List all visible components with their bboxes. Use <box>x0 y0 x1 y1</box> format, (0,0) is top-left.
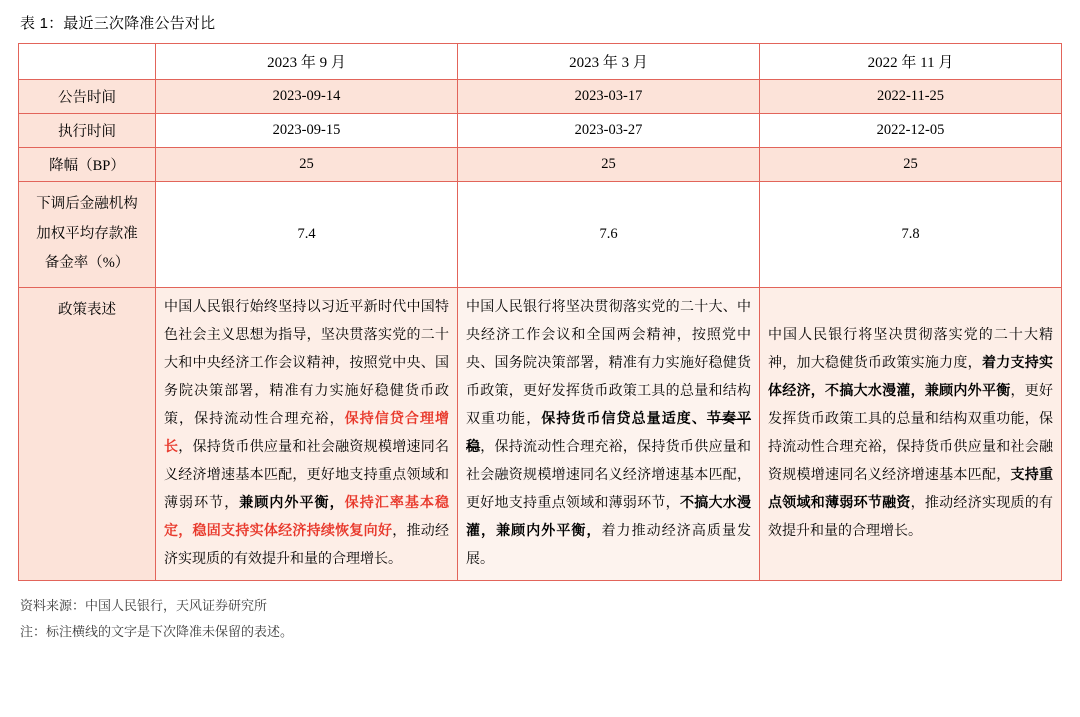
policy-text-segment: 中国人民银行始终坚持以习近平新时代中国特色社会主义思想为指导，坚决贯落实党的二十大和中央经济工作会议精神，按照党中央、国务院决策部署，精准有力实施好稳健货币政策，保持流动性合理充裕， <box>164 300 449 428</box>
cell-value: 2023-03-17 <box>458 80 760 114</box>
cell-value: 7.6 <box>458 182 760 288</box>
policy-text-segment: 着力推动经济高质量发展。 <box>466 524 751 568</box>
table-body <box>19 80 1062 581</box>
header-row <box>19 44 1062 80</box>
policy-text-segment: ，推动经济实现质的有效提升和量的合理增长。 <box>164 524 450 568</box>
source-line: 资料来源：中国人民银行，天风证券研究所 <box>20 598 268 614</box>
policy-text-segment: 兼顾内外平衡， <box>239 496 345 512</box>
cell-value: 2023-09-15 <box>156 114 458 148</box>
policy-text-segment: 节奏平稳 <box>466 412 752 456</box>
policy-text-segment: 保持汇率基本稳定，稳固支持实体经济持续恢复向好 <box>164 496 450 540</box>
header-corner <box>19 44 156 80</box>
cell-value: 7.4 <box>156 182 458 288</box>
cell-value: 2022-12-05 <box>760 114 1062 148</box>
policy-text-segment: 支持重点领域和薄弱环节融资 <box>768 468 1054 512</box>
policy-text-segment: 保持货币信贷总量适度、 <box>541 412 707 428</box>
policy-cell-2 <box>458 288 760 581</box>
table-row-policy <box>19 288 1062 581</box>
footnote-line: 注：标注横线的文字是下次降准未保留的表述。 <box>20 624 294 640</box>
table-row <box>19 80 1062 114</box>
cell-value: 7.8 <box>760 182 1062 288</box>
column-header-2: 2023 年 3 月 <box>458 44 760 80</box>
cell-value: 2023-03-27 <box>458 114 760 148</box>
source-notes <box>20 593 1060 645</box>
row-label: 降幅（BP） <box>19 148 156 182</box>
row-label: 下调后金融机构 加权平均存款准 备金率（%） <box>19 182 156 288</box>
policy-text-segment: ，推动经济实现质的有效提升和量的合理增长。 <box>768 496 1054 540</box>
policy-cell-3 <box>760 288 1062 581</box>
policy-text-segment: 中国人民银行将坚决贯彻落实党的二十大精神，加大稳健货币政策实施力度， <box>768 328 1053 372</box>
row-label-policy: 政策表述 <box>19 288 156 581</box>
policy-text-segment: 保持信贷合理增长 <box>164 412 450 456</box>
row-label: 公告时间 <box>19 80 156 114</box>
table-head <box>19 44 1062 80</box>
row-label: 执行时间 <box>19 114 156 148</box>
cell-value: 2022-11-25 <box>760 80 1062 114</box>
table-row <box>19 114 1062 148</box>
policy-text-segment: ，保持流动性合理充裕，保持货币供应量和社会融资规模增速同名义经济增速基本匹配，更好地支持重点领域和薄弱环节， <box>466 440 752 512</box>
cell-value: 2023-09-14 <box>156 80 458 114</box>
table-row <box>19 148 1062 182</box>
column-header-1: 2023 年 9 月 <box>156 44 458 80</box>
comparison-table <box>18 43 1062 581</box>
policy-text-segment: ，保持货币供应量和社会融资规模增速同名义经济增速基本匹配，更好地支持重点领域和薄弱环节， <box>164 440 450 512</box>
table-caption: 表 1：最近三次降准公告对比 <box>20 15 216 32</box>
policy-text-segment: 中国人民银行将坚决贯彻落实党的二十大、中央经济工作会议和全国两会精神，按照党中央、国务院决策部署，精准有力实施好稳健货币政策，更好发挥货币政策工具的总量和结构双重功能， <box>466 300 751 428</box>
policy-cell-1 <box>156 288 458 581</box>
cell-value: 25 <box>156 148 458 182</box>
policy-text-segment: 着力支持实体经济，不搞大水漫灌，兼顾内外平衡 <box>768 356 1054 400</box>
cell-value: 25 <box>458 148 760 182</box>
policy-text-segment: ，更好发挥货币政策工具的总量和结构双重功能，保持流动性合理充裕，保持货币供应量和社会融资规模增速同名义经济增速基本匹配， <box>768 384 1054 484</box>
cell-value: 25 <box>760 148 1062 182</box>
table-row <box>19 182 1062 288</box>
policy-text-segment: 不搞大水漫灌，兼顾内外平衡， <box>466 496 752 540</box>
column-header-3: 2022 年 11 月 <box>760 44 1062 80</box>
